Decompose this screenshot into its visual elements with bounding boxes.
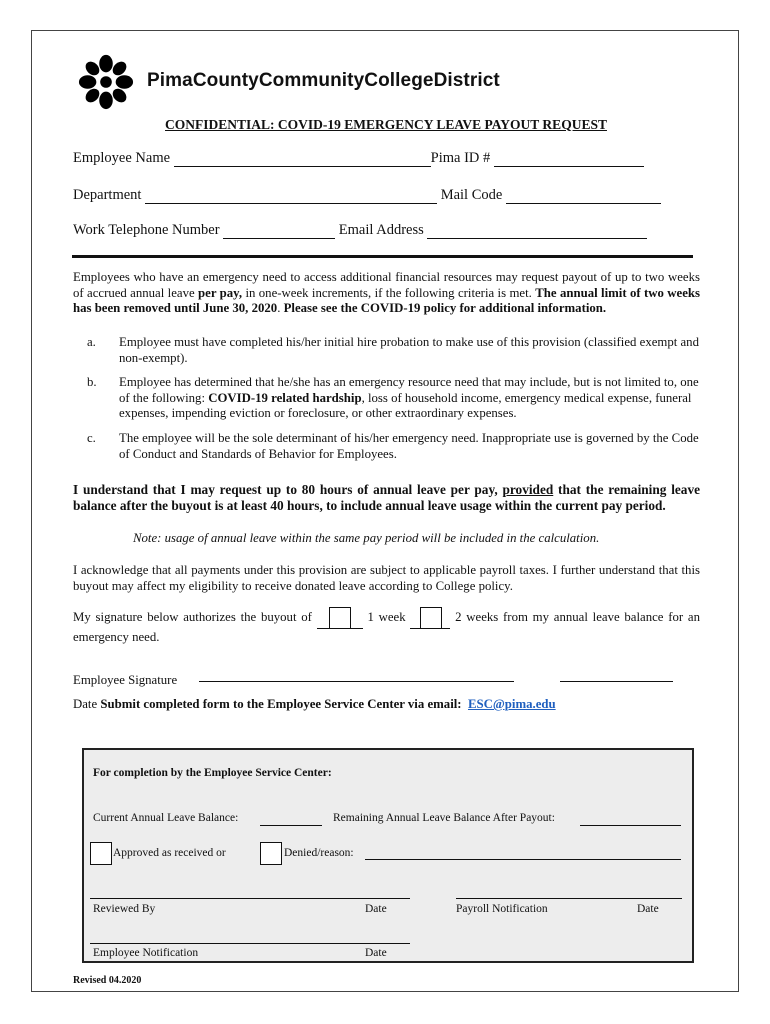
employee-name-row [73, 150, 644, 167]
intro-bold-per-pay: per pay, [198, 285, 243, 300]
signature-date-line[interactable] [560, 681, 673, 682]
two-weeks-checkbox[interactable] [420, 607, 442, 629]
pima-id-label: Pima ID # [430, 150, 491, 166]
understand-underlined: provided [502, 482, 554, 497]
intro-text: Employees who have an emergency need to access additional financial resources may request payout of up to two weeks of accrued annual leave [73, 270, 700, 300]
blank-line [317, 614, 329, 629]
one-week-label: 1 week [367, 609, 406, 624]
criteria-label: c. [87, 431, 96, 445]
department-field[interactable] [145, 189, 437, 204]
email-field[interactable] [427, 224, 647, 239]
current-balance-label: Current Annual Leave Balance: [93, 812, 239, 824]
criteria-text: The employee will be the sole determinant of his/her emergency need. Inappropriate use is governed by the Code of Conduct and Standards of Behavior for Employees. [119, 431, 699, 461]
signature-label: Employee Signature [73, 673, 178, 687]
submit-row [73, 697, 556, 712]
signature-row [73, 673, 177, 688]
mail-code-label: Mail Code [440, 187, 503, 203]
criteria-item-c [87, 431, 700, 462]
department-row [73, 187, 661, 204]
employee-notification-line[interactable] [90, 943, 410, 944]
mail-code-field[interactable] [506, 189, 661, 204]
two-weeks-label: 2 weeks from my annual leave balance [455, 609, 664, 624]
payroll-date-label: Date [637, 903, 659, 915]
blank-line [442, 614, 450, 629]
employee-name-field[interactable] [174, 152, 431, 167]
blank-line [410, 614, 420, 629]
signature-line[interactable] [199, 681, 514, 682]
esc-office-box [82, 748, 694, 963]
criteria-text [119, 375, 700, 422]
authorize-text: My signature below authorizes the buyout of [73, 609, 312, 624]
intro-bold-limit: The annual limit of two weeks has been removed until June 30, 2020 [73, 285, 700, 315]
form-page [31, 30, 739, 992]
blank-line [351, 614, 363, 629]
contact-row [73, 222, 647, 239]
work-phone-label: Work Telephone Number [73, 222, 220, 238]
employee-name-label: Employee Name [73, 150, 171, 166]
denied-checkbox[interactable] [260, 842, 282, 865]
one-week-checkbox[interactable] [329, 607, 351, 629]
current-balance-field[interactable] [260, 825, 322, 826]
criteria-text: Employee must have completed his/her initial hire probation to make use of this provision (classified exempt and non-exempt). [119, 335, 699, 365]
reviewed-by-label: Reviewed By [93, 903, 156, 915]
form-title: CONFIDENTIAL: COVID-19 EMERGENCY LEAVE PAYOUT REQUEST [165, 117, 607, 132]
employee-notification-date-label: Date [365, 947, 387, 959]
criteria-text-post: , loss of household income, emergency medical expense, funeral expenses, impending eviction or foreclosure, or other extraordinary expenses. [119, 390, 692, 420]
understand-text: I understand that I may request up to 80 hours of annual leave per pay, [73, 482, 503, 497]
section-divider [72, 255, 693, 258]
authorize-text-2: for an emergency need. [73, 609, 701, 644]
payroll-notification-line[interactable] [456, 898, 682, 899]
intro-text-3: . [277, 301, 284, 315]
intro-text-2: in one-week increments, if the following criteria is met. [242, 285, 536, 300]
esc-email-link[interactable]: ESC@pima.edu [467, 697, 556, 711]
criteria-label: a. [87, 335, 96, 349]
criteria-text-bold: COVID-19 related hardship [208, 390, 362, 405]
intro-paragraph [73, 270, 700, 317]
department-label: Department [73, 187, 142, 203]
reviewed-by-line[interactable] [90, 898, 410, 899]
reviewed-date-label: Date [365, 903, 387, 915]
criteria-item-a [87, 335, 700, 366]
date-label: Date [73, 697, 98, 711]
criteria-label: b. [87, 375, 97, 389]
org-name: PimaCountyCommunityCollegeDistrict [147, 70, 500, 91]
payroll-notification-label: Payroll Notification [456, 903, 548, 915]
criteria-item-b [87, 375, 700, 422]
understand-paragraph [73, 482, 700, 513]
esc-heading: For completion by the Employee Service Center: [93, 767, 332, 779]
denied-label: Denied/reason: [284, 847, 354, 859]
intro-bold-policy: Please see the COVID-19 policy for additional information. [283, 301, 607, 315]
work-phone-field[interactable] [223, 224, 335, 239]
college-logo-icon [77, 53, 135, 111]
authorize-paragraph [73, 607, 700, 646]
approved-checkbox[interactable] [90, 842, 112, 865]
remaining-balance-label: Remaining Annual Leave Balance After Payout: [333, 812, 555, 824]
acknowledge-paragraph: I acknowledge that all payments under this provision are subject to applicable payroll taxes. I further understand that this buyout may affect my eligibility to receive donated leave according to College policy. [73, 563, 700, 593]
email-label: Email Address [338, 222, 424, 238]
criteria-text-pre: Employee has determined that he/she has an emergency resource need that may include, but is not limited to, one of the following: [119, 375, 699, 405]
remaining-balance-field[interactable] [580, 825, 681, 826]
approved-label: Approved as received or [113, 847, 226, 859]
pima-id-field[interactable] [494, 152, 644, 167]
submit-instruction: Submit completed form to the Employee Service Center via email: [100, 697, 462, 711]
note-text: Note: usage of annual leave within the same pay period will be included in the calculation. [133, 531, 600, 545]
denied-reason-field[interactable] [365, 859, 681, 860]
employee-notification-label: Employee Notification [93, 947, 199, 959]
understand-text-2: that the remaining leave balance after the buyout is at least 40 hours, to include annual leave usage within the current pay period. [73, 482, 700, 513]
revision-note: Revised 04.2020 [73, 975, 142, 986]
